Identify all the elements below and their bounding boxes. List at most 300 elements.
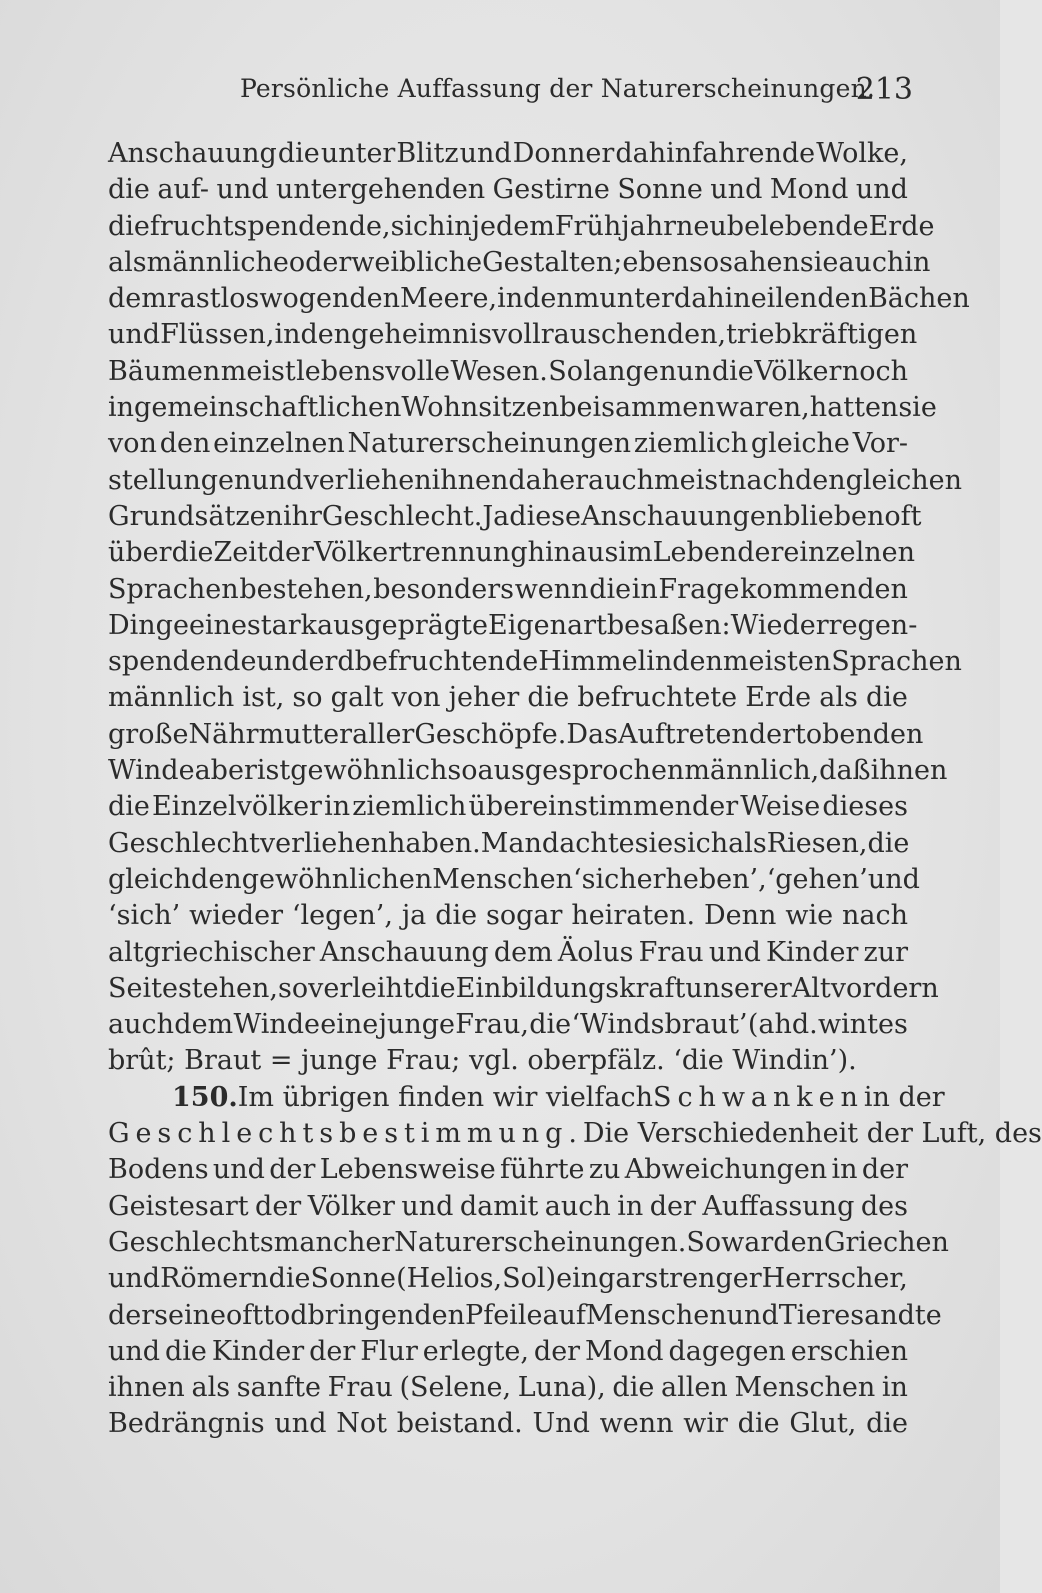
word: Sonne (617, 174, 703, 206)
word: Windin’). (732, 1045, 857, 1077)
word: die (435, 900, 478, 932)
word: stellungen (108, 464, 252, 496)
word: Bodens (108, 1154, 209, 1186)
text-line (108, 281, 970, 317)
running-head: Persönliche Auffassung der Naturerscheinungen. (240, 74, 876, 103)
word: daß (819, 755, 871, 787)
word: Denn (704, 900, 777, 932)
word: die (164, 1335, 207, 1367)
word: der (269, 1154, 316, 1186)
word: besaßen: (606, 609, 731, 641)
word: in (904, 246, 931, 278)
word: sogar (486, 900, 563, 932)
word: Glut, (789, 1408, 857, 1440)
word: der (108, 1299, 155, 1331)
word: Ja (482, 500, 510, 532)
word: und (459, 138, 512, 169)
word: hinaus (527, 537, 619, 569)
text-line (108, 1225, 949, 1261)
word: Tiere (778, 1299, 851, 1331)
text-line (108, 971, 939, 1007)
word: der (267, 537, 314, 569)
word: in (324, 791, 351, 823)
word: Auffassung (702, 1190, 855, 1222)
word: die (589, 573, 632, 605)
word: Nährmutter (188, 718, 353, 750)
text-line (108, 354, 908, 390)
word: Einbildungskraft (455, 972, 686, 1004)
word: Braut (184, 1045, 262, 1077)
word: altgriechischer (108, 936, 315, 968)
word: ziemlich (633, 428, 749, 460)
word: Lebensweise (319, 1154, 496, 1186)
word: Flüssen, (160, 319, 275, 351)
word: ist (256, 755, 291, 787)
word: spendende (108, 646, 257, 678)
word: und (708, 936, 761, 968)
word: meisten (722, 646, 832, 678)
word: Frau (638, 936, 704, 968)
word: Anschauung (108, 138, 277, 169)
word: = (269, 1045, 293, 1077)
word: männlich, (684, 755, 820, 787)
word: allen (661, 1372, 728, 1404)
text-line (108, 317, 918, 353)
word: nach (728, 464, 795, 496)
word: als (728, 827, 767, 859)
word: junge (378, 1009, 455, 1041)
word: Sol) (502, 1263, 557, 1295)
word: gleichen (845, 464, 963, 496)
word: damit (459, 1190, 539, 1222)
word: seine (154, 1299, 227, 1331)
word: Wesen. (450, 355, 548, 387)
text-line (108, 789, 908, 825)
word: Römern (160, 1263, 269, 1295)
word: Frau; (386, 1045, 461, 1077)
word: meist (220, 355, 296, 387)
text-line (108, 826, 908, 862)
word: und (855, 174, 908, 206)
word: Eigenart (488, 609, 607, 641)
word: die (867, 827, 910, 859)
word: wieder (189, 900, 283, 932)
word: dahinfahrende (615, 138, 816, 169)
word: ist, (242, 682, 285, 714)
word: Geschlecht. (321, 500, 483, 532)
word: Luna), (517, 1372, 606, 1404)
text-line (108, 172, 908, 208)
word: die (865, 682, 908, 714)
text-line (108, 499, 922, 535)
word: lange (583, 355, 659, 387)
word: (Helios, (396, 1263, 503, 1295)
word: ein (556, 1263, 599, 1295)
word: rauschenden, (540, 319, 727, 351)
word: Donner (512, 138, 615, 169)
word: die (277, 138, 320, 169)
word: Bäumen (108, 355, 221, 387)
word: fruchtspendende, (149, 210, 391, 242)
word: ausgeprägte (317, 609, 489, 641)
word: Geschlechts (108, 1226, 274, 1258)
word: dem (493, 936, 553, 968)
word: ausgesprochen (477, 755, 685, 787)
word: so (292, 682, 323, 714)
word: ihnen (108, 1372, 185, 1404)
word: sie (799, 246, 839, 278)
word: dem (108, 283, 167, 315)
word: dieses (822, 791, 908, 823)
word: munter (573, 283, 674, 315)
word: tobenden (794, 718, 924, 750)
word: daher (508, 464, 589, 496)
word: im (618, 537, 653, 569)
paragraph (108, 136, 970, 1080)
text-line (108, 1370, 908, 1406)
word: Naturerscheinungen. (394, 1226, 687, 1258)
word: einzelnen (783, 537, 915, 569)
word: Mond (585, 1335, 664, 1367)
word: befruchtete (577, 682, 738, 714)
word: Himmel (538, 646, 647, 678)
text-line (108, 1043, 908, 1079)
word: den (773, 1226, 824, 1258)
word: Man (480, 827, 542, 859)
word: Not (336, 1408, 387, 1440)
word: Bedrängnis (108, 1408, 265, 1440)
word: auf (542, 1299, 586, 1331)
word: und (401, 1190, 454, 1222)
text-line (108, 463, 963, 499)
word: jeher (448, 682, 520, 714)
word: Menschen (734, 1372, 876, 1404)
word: in (646, 646, 673, 678)
text-line (108, 717, 924, 753)
word: ja (401, 900, 427, 932)
word: der (861, 1154, 908, 1186)
word: und (251, 464, 304, 496)
word: Anschauung (319, 936, 489, 968)
word: Sonne (310, 1263, 397, 1295)
text-line (108, 1007, 908, 1043)
word: Weise (740, 791, 821, 823)
word: Frühjahr (554, 210, 677, 242)
word: Mond (769, 174, 849, 206)
text-line (108, 136, 908, 172)
word: rastlos (166, 283, 260, 315)
word: Völkertrennung (313, 537, 528, 569)
word: und (274, 1408, 327, 1440)
word: eine (320, 1009, 379, 1041)
word: Sprachen (831, 646, 962, 678)
word: dachte (541, 827, 635, 859)
word: Frau (327, 1372, 393, 1404)
word: Geschöpfe. (414, 718, 567, 750)
word: Erde (868, 210, 935, 242)
word: auch (544, 1190, 611, 1222)
text-line (108, 680, 908, 716)
word: einzelnen (213, 428, 345, 460)
word: brût; (108, 1045, 176, 1077)
word: der (533, 1335, 581, 1367)
word: auf- (157, 174, 210, 206)
word: regen- (828, 609, 918, 641)
word: blieben (783, 500, 885, 532)
word: von (391, 682, 441, 714)
text-line (108, 1406, 908, 1442)
text-line (108, 1152, 908, 1188)
word: und (216, 174, 269, 206)
word: nach (841, 900, 908, 932)
word: der (737, 537, 784, 569)
text-line (108, 572, 908, 608)
word: ‘Windsbraut’ (571, 1009, 748, 1041)
word: Flur (360, 1335, 418, 1367)
body-text (108, 136, 1042, 1443)
word: verleiht (308, 972, 414, 1004)
word: die (711, 355, 754, 387)
word: der (748, 718, 795, 750)
text-line (108, 1261, 908, 1297)
word: Menschen (585, 1299, 727, 1331)
word: todbringenden (263, 1299, 466, 1331)
word: ‘legen’, (291, 900, 393, 932)
word: gar (598, 1263, 645, 1295)
spaced-emphasis: Schwanken (653, 1081, 864, 1113)
word: wintes (818, 1009, 908, 1041)
text-line (108, 245, 931, 281)
word: die (527, 682, 570, 714)
word: bestehen, (239, 573, 373, 605)
word: und (108, 319, 161, 351)
word: Pfeile (465, 1299, 543, 1331)
word: belebende (726, 210, 869, 242)
word: Erde (745, 682, 812, 714)
word: strenger (644, 1263, 762, 1295)
word: So (548, 355, 583, 387)
word: oft (884, 500, 922, 532)
word: in (274, 319, 301, 351)
word: stark (246, 609, 317, 641)
word: gleich (108, 863, 192, 895)
page-number: 213 (855, 72, 913, 107)
word: und (256, 646, 309, 678)
word: zu (588, 1154, 621, 1186)
word: von (108, 428, 157, 460)
word: besonders (373, 573, 515, 605)
word: sich (673, 827, 729, 859)
word: So (686, 1226, 722, 1258)
text-line (108, 1298, 942, 1334)
word: Frage (658, 573, 740, 605)
word: die (108, 210, 150, 242)
word: erdbefruchtende (308, 646, 539, 678)
text-line (108, 1189, 908, 1225)
word: Frau, (455, 1009, 529, 1041)
word: ebenso (622, 246, 720, 278)
word: den (794, 464, 846, 496)
word: den (159, 428, 211, 460)
word: oft (226, 1299, 264, 1331)
word: galt (330, 682, 384, 714)
word: die (171, 537, 214, 569)
word: den (672, 646, 723, 678)
word: Naturerscheinungen (347, 428, 632, 460)
word: beisammen (559, 392, 716, 424)
text-span: Die Verschiedenheit der Luft, des (582, 1118, 1042, 1150)
text-line (108, 898, 908, 934)
word: meist (654, 464, 729, 496)
word: gemeinschaftlichen (134, 392, 402, 424)
word: übereinstimmender (468, 791, 739, 823)
word: Auftreten (617, 718, 749, 750)
word: so (447, 755, 478, 787)
word: Wolke, (816, 138, 908, 169)
word: der (309, 1335, 356, 1367)
word: heiraten. (571, 900, 696, 932)
word: Dinge (108, 609, 189, 641)
word: in (108, 392, 135, 424)
text-span: in der (863, 1081, 945, 1113)
word: eine (188, 609, 247, 641)
word: sie (634, 827, 674, 859)
word: ‘gehen’ (766, 863, 868, 895)
word: wenn (599, 1408, 674, 1440)
word: der (255, 1190, 302, 1222)
word: kommenden (740, 573, 908, 605)
text-line (108, 1080, 945, 1116)
word: den (523, 283, 574, 315)
word: in (831, 1154, 858, 1186)
word: die (529, 1009, 572, 1041)
word: oberpfälz. (527, 1045, 665, 1077)
word: dem (174, 1009, 234, 1041)
word: nun (659, 355, 712, 387)
word: Sprachen (108, 573, 239, 605)
word: unter (320, 138, 396, 169)
word: sandte (850, 1299, 942, 1331)
word: die (866, 1408, 908, 1440)
word: gleiche (750, 428, 850, 460)
word: wogenden (259, 283, 401, 315)
word: vgl. (469, 1045, 519, 1077)
word: die (413, 972, 456, 1004)
text-line (108, 426, 908, 462)
word: beistand. (396, 1408, 523, 1440)
word: erlegte, (422, 1335, 529, 1367)
word: Äolus (557, 936, 634, 968)
word: auch (838, 246, 905, 278)
word: Grundsätzen (108, 500, 283, 532)
word: und (212, 1154, 265, 1186)
text-line (108, 935, 908, 971)
word: lebensvolle (296, 355, 451, 387)
word: untergehenden (276, 174, 486, 206)
word: Kinder (765, 936, 859, 968)
word: Leben (652, 537, 738, 569)
word: und (726, 1299, 779, 1331)
word: ‘die (673, 1045, 724, 1077)
text-line (108, 1116, 1042, 1152)
word: den (191, 863, 242, 895)
word: weibliche (351, 246, 483, 278)
word: und (108, 1335, 161, 1367)
word: als (191, 1372, 231, 1404)
word: über (108, 537, 172, 569)
word: und (867, 863, 920, 895)
word: Abweichungen (624, 1154, 828, 1186)
word: Anschauungen (581, 500, 784, 532)
text-line (108, 209, 935, 245)
word: in (881, 1372, 908, 1404)
word: mancher (273, 1226, 395, 1258)
word: erschien (790, 1335, 908, 1367)
word: zur (863, 936, 908, 968)
word: den (300, 319, 352, 351)
word: Vor- (852, 428, 908, 460)
word: in (631, 573, 658, 605)
word: (Selene, (399, 1372, 512, 1404)
word: gewöhnlich (290, 755, 448, 787)
word: Einzelvölker (152, 791, 322, 823)
word: Wie (730, 609, 783, 641)
word: wie (785, 900, 834, 932)
word: waren, (715, 392, 810, 424)
word: dahineilenden (673, 283, 868, 315)
word: Gestirne (492, 174, 610, 206)
text-line (108, 862, 920, 898)
word: Winde (108, 755, 195, 787)
word: Kinder (211, 1335, 305, 1367)
word: verliehen (259, 827, 389, 859)
word: ‘sich (573, 863, 637, 895)
word: sahen (719, 246, 800, 278)
word: aller (352, 718, 415, 750)
word: wir (683, 1408, 728, 1440)
word: als (108, 246, 147, 278)
word: ihr (282, 500, 322, 532)
word: verliehen (303, 464, 432, 496)
word: die (108, 791, 150, 823)
word: Riesen, (766, 827, 868, 859)
word: und (108, 1263, 161, 1295)
word: Völker (307, 1190, 395, 1222)
word: gewöhnlichen (241, 863, 433, 895)
word: triebkräftigen (726, 319, 918, 351)
word: Blitz (396, 138, 459, 169)
word: in (445, 210, 472, 242)
word: ihnen (870, 755, 948, 787)
word: so (277, 972, 309, 1004)
word: erheben’, (636, 863, 767, 895)
word: sie (898, 392, 937, 424)
word: dagegen (668, 1335, 786, 1367)
word: ihnen (431, 464, 509, 496)
word: sich (390, 210, 446, 242)
word: große (108, 718, 189, 750)
word: die (737, 1408, 780, 1440)
word: hatten (809, 392, 899, 424)
word: geheimnisvoll (351, 319, 541, 351)
word: Seite (108, 972, 178, 1004)
text-line (108, 1334, 908, 1370)
word: Wohnsitzen (401, 392, 560, 424)
word: Winde (233, 1009, 321, 1041)
word: in (497, 283, 524, 315)
word: Menschen (432, 863, 574, 895)
spaced-emphasis: Geschlechtsbestimmung. (108, 1118, 583, 1150)
